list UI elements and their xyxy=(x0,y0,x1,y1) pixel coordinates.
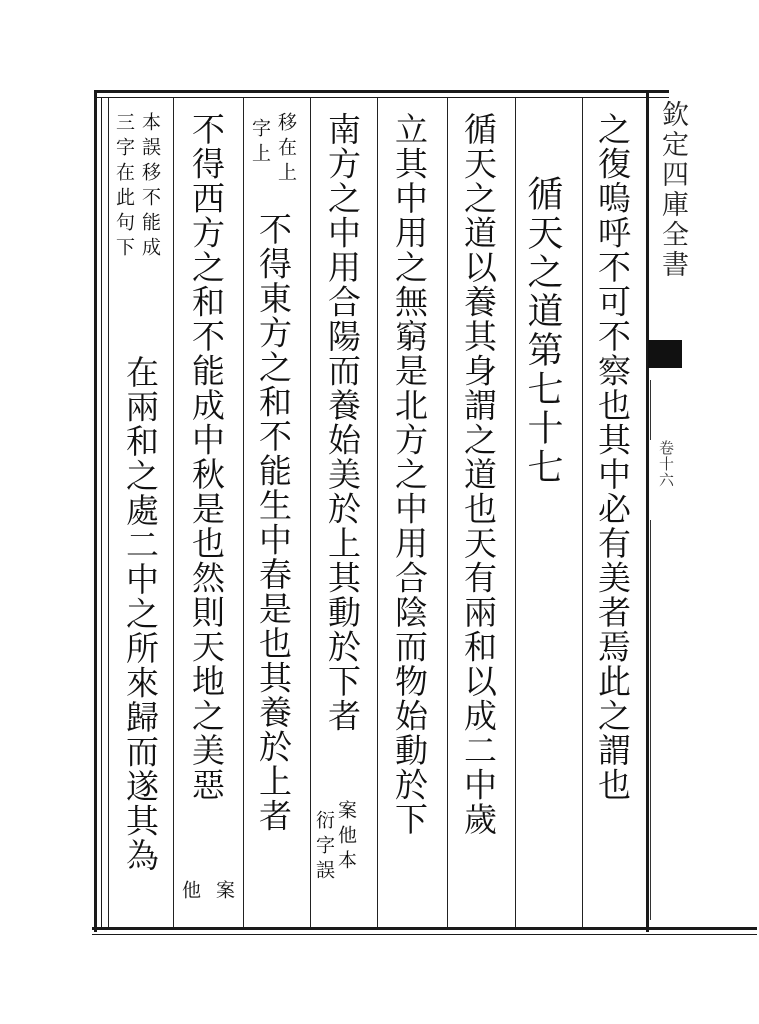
text-column-6: 不得西方之和不能成中秋是也然則天地之美惡 xyxy=(187,112,226,802)
annotation-note: 三字在此句下 xyxy=(113,112,135,262)
chapter-title: 循天之道第七十七 xyxy=(522,175,563,487)
annotation-note: 字上 xyxy=(249,118,271,168)
text-column-1: 之復嗚呼不可不察也其中必有美者焉此之謂也 xyxy=(593,112,632,802)
fore-edge-volume: 卷十六 xyxy=(657,440,675,488)
frame-top-rule xyxy=(94,90,669,93)
frame-bottom-rule xyxy=(92,927,757,930)
frame-left-rule xyxy=(94,90,97,932)
text-column-2: 循天之道以養其身謂之道也天有兩和以成二中歲 xyxy=(459,112,498,837)
frame-bottom-inner-rule xyxy=(92,934,757,935)
column-divider xyxy=(377,98,378,927)
annotation-note: 案 xyxy=(213,880,235,905)
fore-edge-fishtail-block xyxy=(648,340,682,368)
text-column-5: 不得東方之和不能生中春是也其養於上者 xyxy=(254,212,293,833)
annotation-note: 本誤移不能成 xyxy=(139,112,161,262)
frame-left-inner-rule xyxy=(101,97,102,929)
column-divider xyxy=(108,98,109,927)
annotation-note: 移在上 xyxy=(275,112,297,187)
text-column-3: 立其中用之無窮是北方之中用合陰而物始動於下 xyxy=(390,112,429,837)
fore-edge-rule xyxy=(650,380,651,440)
column-divider xyxy=(310,98,311,927)
text-column-7: 在兩和之處二中之所來歸而遂其為 xyxy=(121,355,160,873)
column-divider xyxy=(582,98,583,927)
column-divider xyxy=(515,98,516,927)
frame-right-rule xyxy=(646,90,649,932)
fore-edge-title: 欽定四庫全書 xyxy=(657,100,688,280)
annotation-note: 衍字誤 xyxy=(313,810,335,885)
text-column-4: 南方之中用合陽而養始美於上其動於下者 xyxy=(323,112,362,733)
column-divider xyxy=(243,98,244,927)
annotation-note: 他 xyxy=(179,880,201,905)
fore-edge-rule xyxy=(650,520,651,920)
column-divider xyxy=(173,98,174,927)
annotation-note: 案他本 xyxy=(335,800,357,875)
column-divider xyxy=(447,98,448,927)
